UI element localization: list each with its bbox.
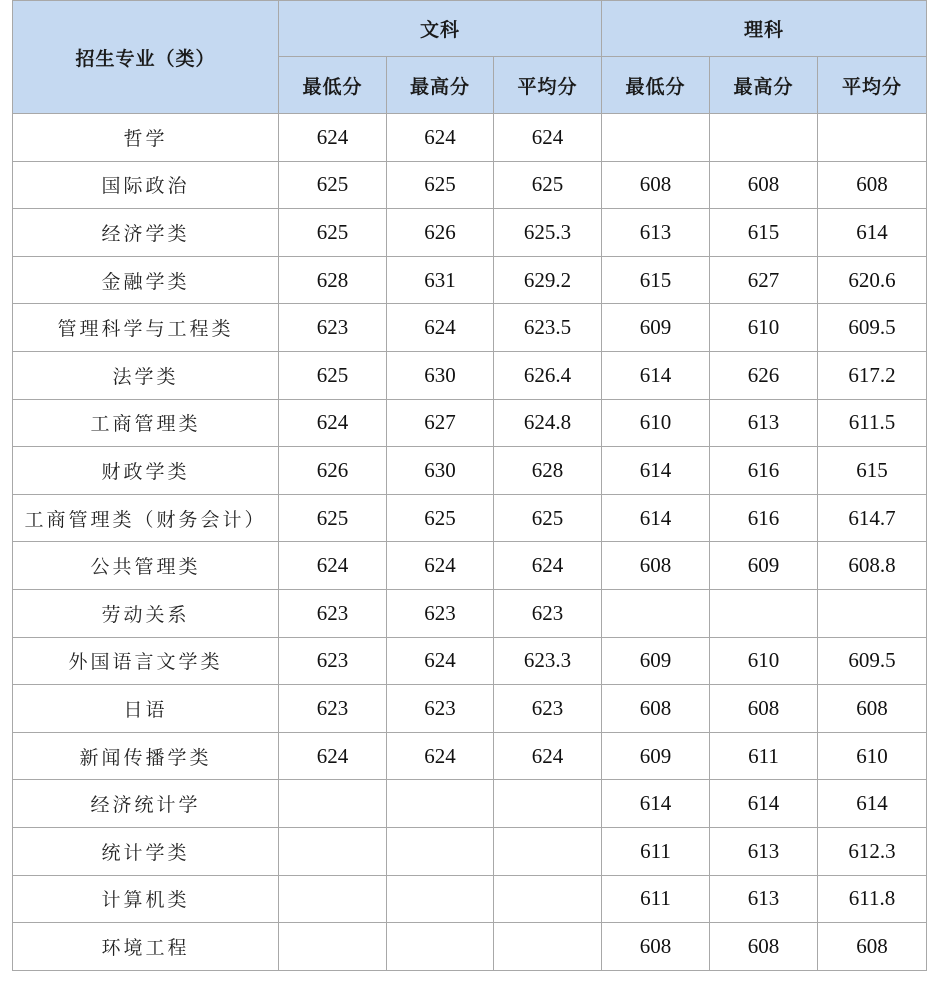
score-cell: 616 xyxy=(710,447,818,495)
score-cell: 623.3 xyxy=(494,637,602,685)
score-cell: 608 xyxy=(710,685,818,733)
table-row xyxy=(13,542,927,590)
score-cell: 629.2 xyxy=(494,256,602,304)
score-cell: 610 xyxy=(818,732,927,780)
score-cell: 609 xyxy=(602,732,710,780)
major-name-cell: 劳动关系 xyxy=(13,589,279,637)
score-cell: 628 xyxy=(279,256,387,304)
score-cell: 625 xyxy=(279,209,387,257)
score-cell: 623.5 xyxy=(494,304,602,352)
score-cell: 624 xyxy=(387,732,494,780)
score-cell: 608 xyxy=(602,923,710,971)
score-cell xyxy=(387,875,494,923)
score-cell: 609.5 xyxy=(818,637,927,685)
subcol-header: 最低分 xyxy=(602,57,710,114)
score-cell: 620.6 xyxy=(818,256,927,304)
score-cell: 623 xyxy=(494,589,602,637)
major-name-cell: 外国语言文学类 xyxy=(13,637,279,685)
score-cell xyxy=(494,780,602,828)
subcol-header: 最高分 xyxy=(710,57,818,114)
score-cell: 624 xyxy=(279,542,387,590)
score-cell: 608 xyxy=(710,923,818,971)
score-cell: 614 xyxy=(818,209,927,257)
score-cell: 624 xyxy=(279,399,387,447)
score-cell: 608 xyxy=(710,161,818,209)
score-cell: 613 xyxy=(710,827,818,875)
score-cell xyxy=(494,923,602,971)
score-cell: 614 xyxy=(602,780,710,828)
subcol-header: 最高分 xyxy=(387,57,494,114)
score-cell: 614 xyxy=(602,351,710,399)
score-cell xyxy=(710,114,818,162)
score-cell: 614 xyxy=(710,780,818,828)
score-cell xyxy=(279,827,387,875)
score-cell: 625 xyxy=(279,494,387,542)
score-cell: 627 xyxy=(710,256,818,304)
major-name-cell: 经济统计学 xyxy=(13,780,279,828)
score-cell: 610 xyxy=(602,399,710,447)
major-name-cell: 环境工程 xyxy=(13,923,279,971)
score-cell xyxy=(602,589,710,637)
score-cell: 608 xyxy=(818,161,927,209)
score-cell xyxy=(387,780,494,828)
score-cell: 609 xyxy=(602,637,710,685)
table-row xyxy=(13,875,927,923)
score-cell: 614 xyxy=(602,494,710,542)
score-cell: 609 xyxy=(710,542,818,590)
group-header-science: 理科 xyxy=(602,1,927,57)
subcol-header: 平均分 xyxy=(494,57,602,114)
major-name-cell: 金融学类 xyxy=(13,256,279,304)
score-cell: 623 xyxy=(279,685,387,733)
score-cell: 625 xyxy=(494,494,602,542)
score-cell xyxy=(602,114,710,162)
score-cell: 626.4 xyxy=(494,351,602,399)
score-cell: 611.5 xyxy=(818,399,927,447)
score-cell: 623 xyxy=(279,637,387,685)
score-cell xyxy=(279,875,387,923)
major-name-cell: 日语 xyxy=(13,685,279,733)
subcol-header: 最低分 xyxy=(279,57,387,114)
group-header-liberal-arts: 文科 xyxy=(279,1,602,57)
score-cell: 608 xyxy=(602,542,710,590)
score-cell: 609 xyxy=(602,304,710,352)
table-row xyxy=(13,304,927,352)
major-name-cell: 经济学类 xyxy=(13,209,279,257)
major-name-cell: 哲学 xyxy=(13,114,279,162)
score-cell xyxy=(387,923,494,971)
table-row xyxy=(13,161,927,209)
major-name-cell: 统计学类 xyxy=(13,827,279,875)
score-cell: 624 xyxy=(387,637,494,685)
score-cell: 617.2 xyxy=(818,351,927,399)
score-cell: 623 xyxy=(279,304,387,352)
score-cell: 624 xyxy=(387,542,494,590)
score-cell: 627 xyxy=(387,399,494,447)
table-row xyxy=(13,351,927,399)
score-cell: 624 xyxy=(494,542,602,590)
score-cell: 612.3 xyxy=(818,827,927,875)
score-cell xyxy=(387,827,494,875)
header-row-groups xyxy=(13,1,927,57)
score-cell: 614 xyxy=(602,447,710,495)
major-name-cell: 计算机类 xyxy=(13,875,279,923)
table-row xyxy=(13,114,927,162)
score-cell: 623 xyxy=(494,685,602,733)
score-cell xyxy=(279,923,387,971)
score-cell: 624 xyxy=(387,114,494,162)
score-cell: 630 xyxy=(387,351,494,399)
table-row xyxy=(13,827,927,875)
score-cell xyxy=(818,114,927,162)
table-row xyxy=(13,637,927,685)
table-row xyxy=(13,256,927,304)
score-cell: 610 xyxy=(710,637,818,685)
score-cell: 613 xyxy=(602,209,710,257)
table-row xyxy=(13,780,927,828)
score-cell: 624 xyxy=(279,732,387,780)
score-cell: 615 xyxy=(602,256,710,304)
score-cell: 613 xyxy=(710,875,818,923)
score-cell xyxy=(494,875,602,923)
major-name-cell: 管理科学与工程类 xyxy=(13,304,279,352)
score-cell: 608 xyxy=(818,685,927,733)
score-cell: 609.5 xyxy=(818,304,927,352)
score-cell: 608.8 xyxy=(818,542,927,590)
score-cell xyxy=(818,589,927,637)
major-name-cell: 国际政治 xyxy=(13,161,279,209)
score-cell: 631 xyxy=(387,256,494,304)
score-cell: 630 xyxy=(387,447,494,495)
table-body xyxy=(13,114,927,971)
score-cell: 614.7 xyxy=(818,494,927,542)
major-name-cell: 工商管理类（财务会计） xyxy=(13,494,279,542)
subcol-header: 平均分 xyxy=(818,57,927,114)
score-cell: 626 xyxy=(387,209,494,257)
score-cell: 623 xyxy=(387,589,494,637)
score-cell: 615 xyxy=(818,447,927,495)
score-cell: 624 xyxy=(494,732,602,780)
score-cell: 608 xyxy=(602,685,710,733)
score-cell: 624 xyxy=(279,114,387,162)
table-row xyxy=(13,589,927,637)
table-row xyxy=(13,447,927,495)
admission-score-table xyxy=(12,0,927,971)
major-name-cell: 财政学类 xyxy=(13,447,279,495)
score-cell: 625 xyxy=(279,351,387,399)
score-cell: 613 xyxy=(710,399,818,447)
score-cell: 614 xyxy=(818,780,927,828)
score-cell: 624.8 xyxy=(494,399,602,447)
score-cell: 616 xyxy=(710,494,818,542)
score-cell xyxy=(710,589,818,637)
table-row xyxy=(13,209,927,257)
score-cell: 628 xyxy=(494,447,602,495)
table-row xyxy=(13,732,927,780)
score-cell: 624 xyxy=(387,304,494,352)
score-cell: 625.3 xyxy=(494,209,602,257)
score-cell: 610 xyxy=(710,304,818,352)
score-cell: 608 xyxy=(818,923,927,971)
score-cell: 626 xyxy=(710,351,818,399)
score-cell: 625 xyxy=(387,494,494,542)
score-cell: 615 xyxy=(710,209,818,257)
major-name-cell: 法学类 xyxy=(13,351,279,399)
score-cell: 611.8 xyxy=(818,875,927,923)
score-cell: 624 xyxy=(494,114,602,162)
score-cell: 623 xyxy=(387,685,494,733)
score-cell: 625 xyxy=(494,161,602,209)
score-cell: 611 xyxy=(710,732,818,780)
score-cell: 623 xyxy=(279,589,387,637)
score-cell: 626 xyxy=(279,447,387,495)
score-cell: 625 xyxy=(279,161,387,209)
score-cell xyxy=(279,780,387,828)
score-cell xyxy=(494,827,602,875)
table-row xyxy=(13,923,927,971)
score-cell: 611 xyxy=(602,827,710,875)
score-cell: 611 xyxy=(602,875,710,923)
table-row xyxy=(13,399,927,447)
major-name-cell: 工商管理类 xyxy=(13,399,279,447)
major-name-cell: 新闻传播学类 xyxy=(13,732,279,780)
major-name-cell: 公共管理类 xyxy=(13,542,279,590)
table-row xyxy=(13,494,927,542)
score-cell: 625 xyxy=(387,161,494,209)
table-row xyxy=(13,685,927,733)
major-column-header: 招生专业（类） xyxy=(13,1,279,114)
score-cell: 608 xyxy=(602,161,710,209)
